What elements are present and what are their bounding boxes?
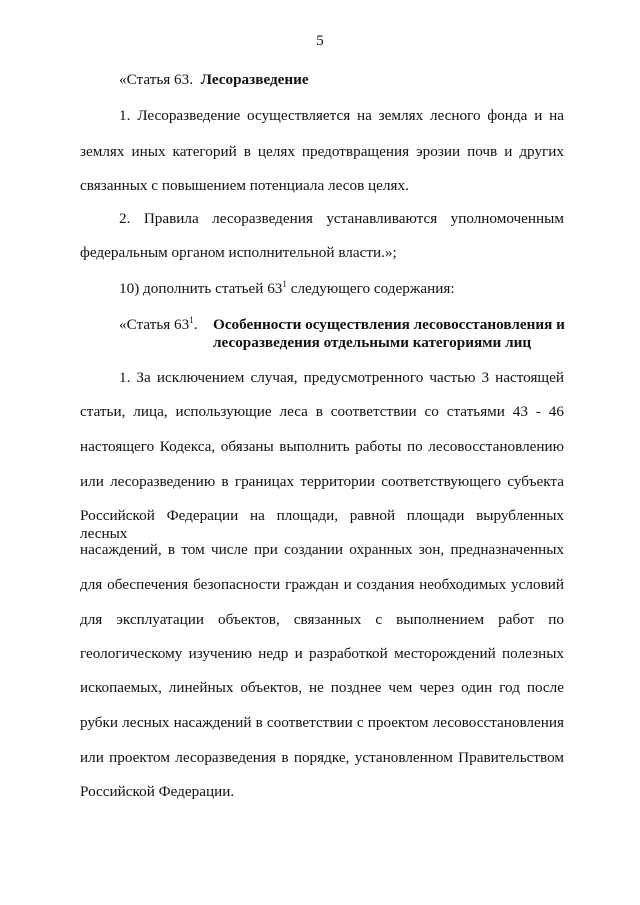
article-63-1-p1-line7: для обеспечения безопасности граждан и создания необходимых условий: [80, 576, 564, 593]
item-10-text: 10) дополнить статьей 63: [119, 280, 283, 297]
article-63-1-p1-line10: ископаемых, линейных объектов, не позднее чем через один год после: [80, 679, 564, 696]
article-63-p2-line1: 2. Правила лесоразведения устанавливаются уполномоченным: [119, 210, 564, 227]
item-10-text-end: следующего содержания:: [286, 280, 455, 297]
article-63-p1-line1: 1. Лесоразведение осуществляется на землях лесного фонда и на: [119, 107, 564, 124]
article-63-p1-line2: землях иных категорий в целях предотвращения эрозии почв и других: [80, 143, 564, 160]
article-63-1-p1-line3: настоящего Кодекса, обязаны выполнить работы по лесовосстановлению: [80, 438, 564, 455]
article-63-p1-line3: связанных с повышением потенциала лесов целях.: [80, 177, 409, 194]
article-63-title: Лесоразведение: [200, 71, 309, 88]
article-63-1-p1-line8: для эксплуатации объектов, связанных с выполнением работ по: [80, 611, 564, 628]
article-63-label: «Статья 63.: [119, 71, 194, 88]
article-63-1-p1-line5: Российской Федерации на площади, равной площади вырубленных лесных: [80, 507, 564, 542]
article-63-1-title-line2: лесоразведения отдельными категориями лиц: [213, 334, 532, 351]
article-63-1-p1-line11: рубки лесных насаждений в соответствии с проектом лесовосстановления: [80, 714, 564, 731]
item-10-superscript: 1: [282, 279, 287, 289]
item-10: [119, 280, 564, 298]
page-number: 5: [316, 33, 324, 49]
article-63-1-label-superscript: 1: [189, 315, 194, 325]
article-63-p2-line2: федеральным органом исполнительной власти.»;: [80, 244, 397, 261]
article-63-heading: [119, 71, 564, 89]
article-63-1-p1-line13: Российской Федерации.: [80, 783, 235, 800]
article-63-1-p1-line1: 1. За исключением случая, предусмотренного частью 3 настоящей: [119, 369, 564, 386]
article-63-1-p1-line4: или лесоразведению в границах территории соответствующего субъекта: [80, 473, 564, 490]
article-63-1-title-line1: Особенности осуществления лесовосстановления и: [213, 316, 565, 333]
article-63-1-p1-line9: геологическому изучению недр и разработкой месторождений полезных: [80, 645, 564, 662]
article-63-1-label: «Статья $63^1$.: [119, 315, 198, 333]
article-63-1-title: [213, 316, 573, 352]
article-63-1-p1-line6: насаждений, в том числе при создании охранных зон, предназначенных: [80, 541, 564, 558]
article-63-1-p1-line2: статьи, лица, использующие леса в соответствии со статьями 43 - 46: [80, 403, 564, 420]
article-63-1-p1-line12: или проектом лесоразведения в порядке, установленном Правительством: [80, 749, 564, 766]
